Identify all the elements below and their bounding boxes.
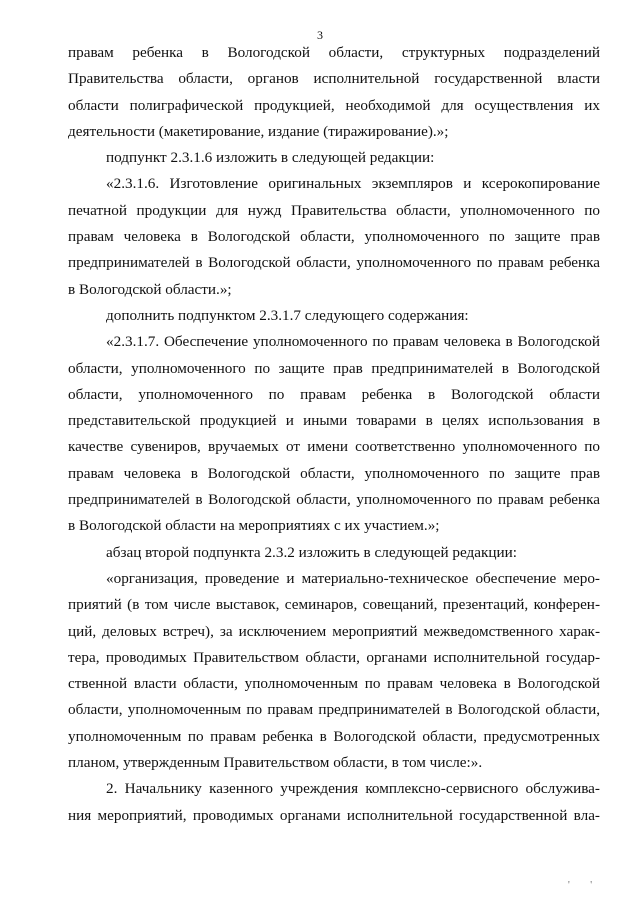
document-body xyxy=(68,40,600,829)
text-line: области, уполномоченным по правам предпринимателей в Вологодской области, xyxy=(68,701,600,719)
text-line: «2.3.1.6. Изготовление оригинальных экземпляров и ксерокопирование xyxy=(106,175,600,193)
text-line: качестве сувениров, вручаемых от имени соответственно уполномоченного по xyxy=(68,438,600,456)
text-line: дополнить подпунктом 2.3.1.7 следующего содержания: xyxy=(106,306,469,324)
text-line: подпункт 2.3.1.6 изложить в следующей редакции: xyxy=(106,149,435,167)
text-line: деятельности (макетирование, издание (тиражирование).»; xyxy=(68,122,449,140)
text-line: «2.3.1.7. Обеспечение уполномоченного по правам человека в Вологодской xyxy=(106,333,600,351)
text-line: Правительства области, органов исполнительной государственной власти xyxy=(68,70,600,88)
text-line: «организация, проведение и материально-техническое обеспечение меро- xyxy=(106,569,600,587)
text-line: правам ребенка в Вологодской области, структурных подразделений xyxy=(68,44,600,61)
text-line: 2. Начальнику казенного учреждения комплексно-сервисного обслужива- xyxy=(106,780,600,798)
text-line: в Вологодской области.»; xyxy=(68,280,232,298)
scan-mark: ' ' xyxy=(568,880,602,891)
page-number: 3 xyxy=(317,28,323,42)
text-line: печатной продукции для нужд Правительства области, уполномоченного по xyxy=(68,201,600,219)
text-line: ственной власти области, уполномоченным по правам человека в Вологодской xyxy=(68,675,600,693)
text-line: планом, утвержденным Правительством области, в том числе:». xyxy=(68,754,483,772)
text-line: в Вологодской области на мероприятиях с их участием.»; xyxy=(68,517,440,535)
text-line: уполномоченным по правам ребенка в Вологодской области, предусмотренных xyxy=(68,727,600,745)
text-line: предпринимателей в Вологодской области, уполномоченного по правам ребенка xyxy=(68,254,600,272)
text-line: ния мероприятий, проводимых органами исполнительной государственной вла- xyxy=(68,806,600,824)
text-line: правам человека в Вологодской области, уполномоченного по защите прав xyxy=(68,228,600,246)
text-line: ций, деловых встреч), за исключением мероприятий межведомственного харак- xyxy=(68,622,600,640)
text-line: представительской продукцией и иными товарами в целях использования в xyxy=(68,412,600,430)
text-line: области полиграфической продукцией, необходимой для осуществления их xyxy=(68,96,600,114)
text-line: правам человека в Вологодской области, уполномоченного по защите прав xyxy=(68,464,600,482)
text-line: области, уполномоченного по защите прав предпринимателей в Вологодской xyxy=(68,359,600,377)
text-line: предпринимателей в Вологодской области, уполномоченного по правам ребенка xyxy=(68,491,600,509)
text-line: приятий (в том числе выставок, семинаров, совещаний, презентаций, конферен- xyxy=(68,596,600,614)
text-line: области, уполномоченного по правам ребенка в Вологодской области xyxy=(68,385,600,403)
text-line: тера, проводимых Правительством области, органами исполнительной государ- xyxy=(68,648,600,666)
text-line: абзац второй подпункта 2.3.2 изложить в следующей редакции: xyxy=(106,543,517,561)
